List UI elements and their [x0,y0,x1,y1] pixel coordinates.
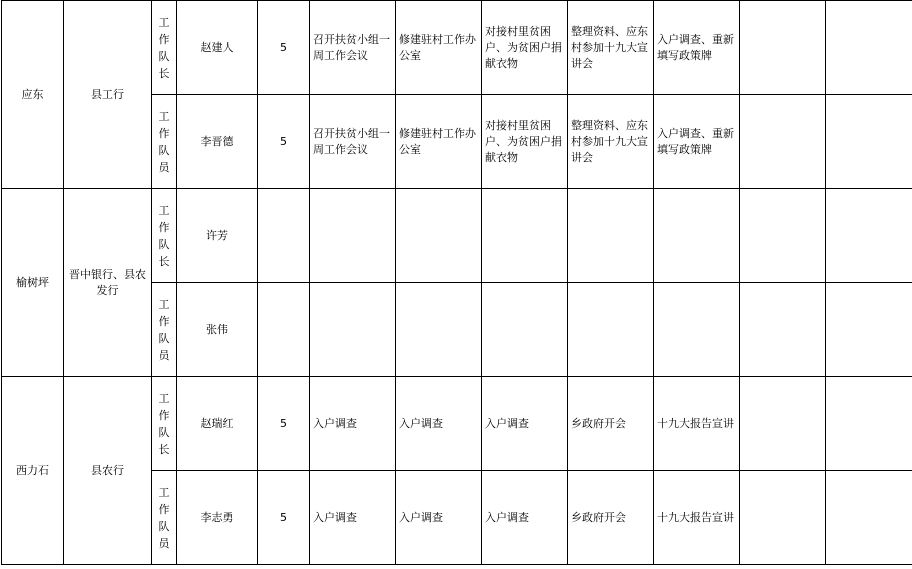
days-cell[interactable]: 5 [258,1,310,95]
role-cell[interactable] [152,1,177,95]
unit-cell[interactable]: 县工行 [64,1,152,189]
work-cell[interactable] [396,283,482,377]
table-row [2,377,912,471]
work-cell[interactable] [482,283,568,377]
work-cell[interactable]: 乡政府开会 [568,377,654,471]
work-cell[interactable]: 对接村里贫困户、为贫困户捐献衣物 [482,95,568,189]
role-label: 工作队员 [158,485,170,550]
work-cell[interactable]: 入户调查 [310,471,396,565]
role-cell[interactable] [152,471,177,565]
work-cell[interactable]: 入户调查 [482,377,568,471]
village-cell[interactable]: 榆树坪 [2,189,64,377]
unit-cell[interactable]: 县农行 [64,377,152,565]
work-cell[interactable] [568,283,654,377]
work-cell[interactable] [482,189,568,283]
work-cell[interactable]: 对接村里贫困户、为贫困户捐献衣物 [482,1,568,95]
role-cell[interactable] [152,189,177,283]
table-row [2,1,912,95]
role-label: 工作队长 [158,391,170,456]
role-cell[interactable] [152,95,177,189]
work-cell[interactable]: 整理资料、应东村参加十九大宣讲会 [568,95,654,189]
work-cell[interactable]: 召开扶贫小组一周工作会议 [310,95,396,189]
table-body [2,1,912,565]
work-cell[interactable]: 入户调查 [396,377,482,471]
poverty-team-table [1,0,912,565]
days-cell[interactable]: 5 [258,95,310,189]
empty-cell[interactable] [740,283,826,377]
work-cell[interactable]: 入户调查 [396,471,482,565]
work-cell[interactable]: 修建驻村工作办公室 [396,95,482,189]
empty-cell[interactable] [740,471,826,565]
role-cell[interactable] [152,283,177,377]
work-cell[interactable]: 十九大报告宣讲 [654,471,740,565]
village-cell[interactable]: 西力石 [2,377,64,565]
days-cell[interactable]: 5 [258,377,310,471]
work-cell[interactable]: 入户调查 [310,377,396,471]
empty-cell[interactable] [826,471,912,565]
empty-cell[interactable] [740,189,826,283]
empty-cell[interactable] [826,1,912,95]
days-cell[interactable] [258,283,310,377]
empty-cell[interactable] [826,95,912,189]
name-cell[interactable]: 张伟 [177,283,258,377]
work-cell[interactable]: 入户调查、重新填写政策牌 [654,95,740,189]
table-row [2,189,912,283]
name-cell[interactable]: 赵瑞红 [177,377,258,471]
work-cell[interactable]: 修建驻村工作办公室 [396,1,482,95]
role-label: 工作队员 [158,297,170,362]
work-cell[interactable] [654,283,740,377]
work-cell[interactable]: 整理资料、应东村参加十九大宣讲会 [568,1,654,95]
name-cell[interactable]: 许芳 [177,189,258,283]
role-cell[interactable] [152,377,177,471]
work-cell[interactable] [310,189,396,283]
role-label: 工作队长 [158,203,170,268]
unit-cell[interactable]: 晋中银行、县农发行 [64,189,152,377]
work-cell[interactable]: 入户调查 [482,471,568,565]
role-label: 工作队长 [158,15,170,80]
empty-cell[interactable] [740,377,826,471]
empty-cell[interactable] [826,283,912,377]
empty-cell[interactable] [826,189,912,283]
name-cell[interactable]: 李晋德 [177,95,258,189]
village-cell[interactable]: 应东 [2,1,64,189]
work-cell[interactable]: 召开扶贫小组一周工作会议 [310,1,396,95]
name-cell[interactable]: 李志勇 [177,471,258,565]
work-cell[interactable]: 乡政府开会 [568,471,654,565]
name-cell[interactable]: 赵建人 [177,1,258,95]
work-cell[interactable]: 入户调查、重新填写政策牌 [654,1,740,95]
days-cell[interactable]: 5 [258,471,310,565]
empty-cell[interactable] [740,95,826,189]
role-label: 工作队员 [158,109,170,174]
empty-cell[interactable] [740,1,826,95]
empty-cell[interactable] [826,377,912,471]
work-cell[interactable]: 十九大报告宣讲 [654,377,740,471]
work-cell[interactable] [654,189,740,283]
work-cell[interactable] [396,189,482,283]
work-cell[interactable] [568,189,654,283]
days-cell[interactable] [258,189,310,283]
work-cell[interactable] [310,283,396,377]
